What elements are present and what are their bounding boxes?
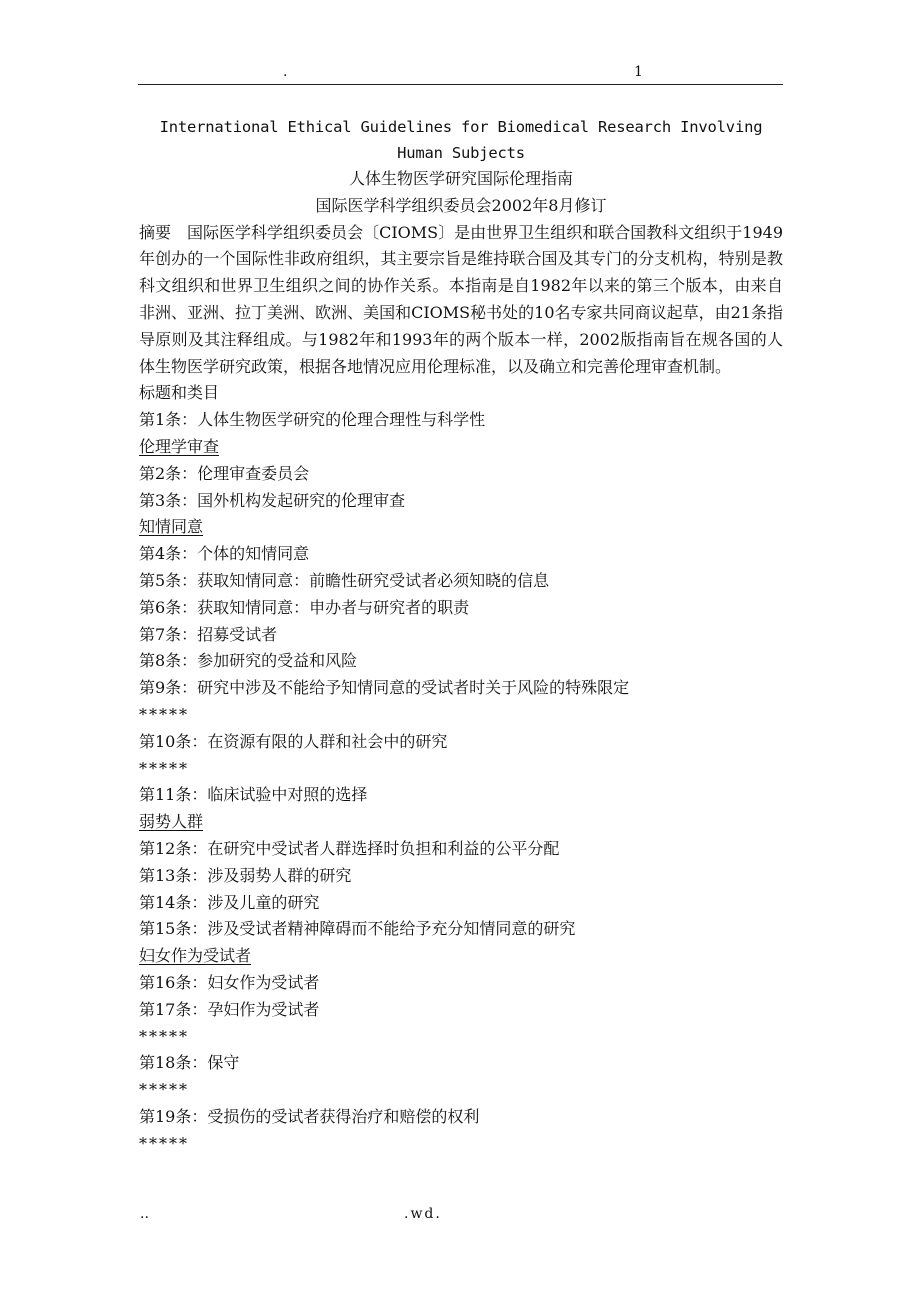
separator-stars: ***** (139, 1080, 189, 1100)
title-chinese: 人体生物医学研究国际伦理指南 (348, 169, 573, 188)
article-8: 第8条：参加研究的受益和风险 (139, 651, 358, 671)
article-5: 第5条：获取知情同意：前瞻性研究受试者必须知晓的信息 (139, 570, 550, 590)
abstract-paragraph: 摘要 国际医学科学组织委员会〔CIOMS〕是由世界卫生组织和联合国教科文组织于1949年创办的一个国际性非政府组织，其主要宗旨是维持联合国及其专门的分支机构，特别是教科文组织和世界卫生组织之间的协作关系。本指南是自1982年以来的第三个版本，由来自非洲、亚洲、拉丁美洲、欧洲、美国和CIOMS秘书处的10名专家共同商议起草，由21条指导原则及其注释组成。与1982年和1993年的两个版本一样，2002版指南旨在规各国的人体生物医学研究政策，根据各地情况应用伦理标准，以及确立和完善伦理审查机制。 (139, 222, 783, 376)
article-15: 第15条：涉及受试者精神障碍而不能给予充分知情同意的研究 (139, 919, 576, 939)
article-9: 第9条：研究中涉及不能给予知情同意的受试者时关于风险的特殊限定 (139, 678, 630, 698)
article-4: 第4条：个体的知情同意 (139, 544, 310, 564)
article-6: 第6条：获取知情同意：申办者与研究者的职责 (139, 597, 470, 617)
footer-left: .. (140, 1206, 149, 1222)
article-10: 第10条：在资源有限的人群和社会中的研究 (139, 731, 448, 751)
separator-stars: ***** (139, 1026, 189, 1046)
header-dot: . (283, 64, 288, 80)
toc-heading: 标题和类目 (139, 383, 220, 403)
section-vulnerable-groups: 弱势人群 (139, 812, 204, 832)
separator-stars: ***** (139, 704, 189, 724)
article-7: 第7条：招募受试者 (139, 624, 278, 644)
page-number: 1 (634, 64, 643, 80)
subtitle: 国际医学科学组织委员会2002年8月修订 (315, 195, 607, 215)
article-11: 第11条：临床试验中对照的选择 (139, 785, 368, 805)
page-header (138, 60, 783, 85)
article-1: 第1条：人体生物医学研究的伦理合理性与科学性 (139, 410, 486, 430)
document-body (139, 114, 783, 1157)
title-english: International Ethical Guidelines for Biomedical Research Involving Human Subjects (159, 118, 763, 162)
article-19: 第19条：受损伤的受试者获得治疗和赔偿的权利 (139, 1106, 480, 1126)
article-18: 第18条：保守 (139, 1053, 240, 1073)
article-16: 第16条：妇女作为受试者 (139, 972, 320, 992)
article-12: 第12条：在研究中受试者人群选择时负担和利益的公平分配 (139, 838, 560, 858)
footer-center: .wd. (404, 1206, 442, 1222)
article-2: 第2条：伦理审查委员会 (139, 463, 310, 483)
article-3: 第3条：国外机构发起研究的伦理审查 (139, 490, 406, 510)
article-17: 第17条：孕妇作为受试者 (139, 999, 320, 1019)
section-informed-consent: 知情同意 (139, 517, 204, 537)
article-13: 第13条：涉及弱势人群的研究 (139, 865, 352, 885)
article-14: 第14条：涉及儿童的研究 (139, 892, 320, 912)
section-ethics-review: 伦理学审查 (139, 436, 220, 456)
separator-stars: ***** (139, 1133, 189, 1153)
section-women-subjects: 妇女作为受试者 (139, 946, 252, 966)
separator-stars: ***** (139, 758, 189, 778)
